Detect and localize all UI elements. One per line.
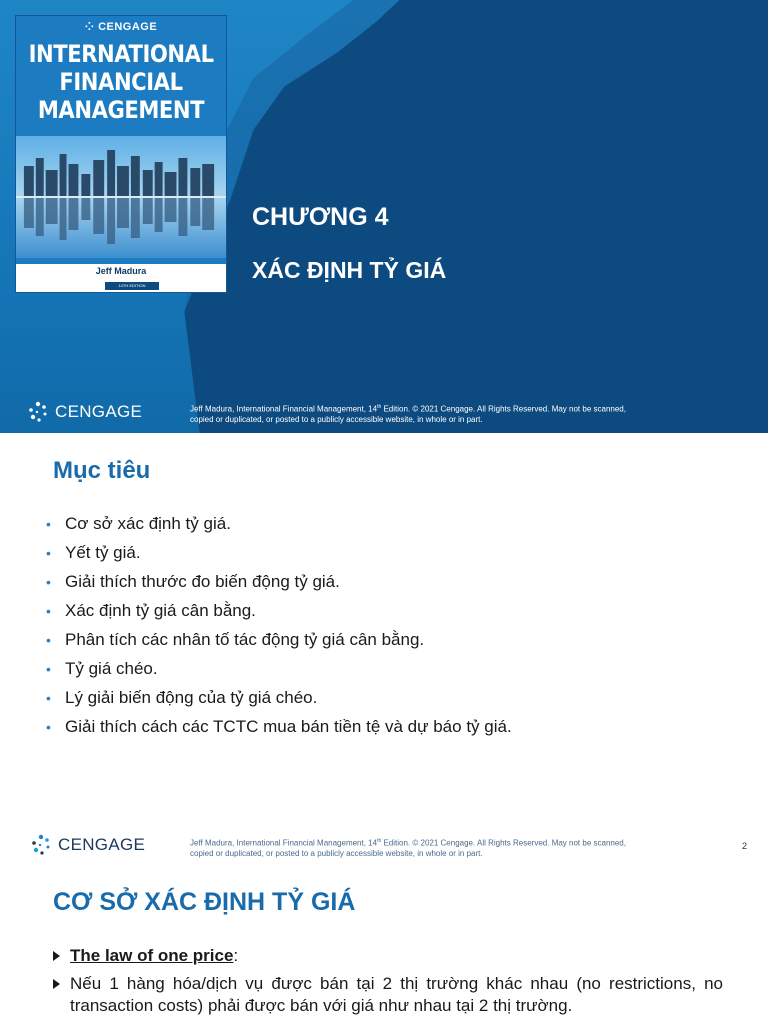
list-item: Nếu 1 hàng hóa/dịch vụ được bán tại 2 thị trường khác nhau (no restrictions, no transaction costs) phải được bán với giá như nhau tại 2 thị trường. [53, 973, 723, 1017]
bullet-icon: • [46, 603, 51, 619]
copyright-notice: Jeff Madura, International Financial Management, 14th Edition. © 2021 Cengage. All Rights Reserved. May not be scanned, copied or duplicated, or posted to a publicly accessible website, in whole or in part. [190, 404, 626, 424]
list-item: • Lý giải biến động của tỷ giá chéo. [46, 688, 318, 707]
chapter-title: XÁC ĐỊNH TỶ GIÁ [252, 257, 447, 283]
list-item: • Phân tích các nhân tố tác động tỷ giá cân bằng. [46, 630, 425, 649]
bullet-icon: • [46, 516, 51, 532]
cover-author: Jeff Madura [95, 266, 147, 276]
title-slide [0, 0, 768, 433]
cengage-dots-icon: ⁘ [84, 21, 99, 33]
cengage-logo-text: CENGAGE [55, 402, 143, 421]
cover-title-line: INTERNATIONAL [28, 40, 214, 68]
bullet-icon: • [46, 632, 51, 648]
cengage-dots-icon [30, 834, 52, 856]
bullet-icon: • [46, 574, 51, 590]
list-item: • Cơ sở xác định tỷ giá. [46, 514, 231, 533]
cengage-dots-icon [27, 401, 49, 423]
bullet-icon: • [46, 690, 51, 706]
cengage-logo [30, 834, 145, 856]
city-skyline-image [16, 136, 226, 258]
objectives-list [46, 513, 512, 745]
slide-heading: CƠ SỞ XÁC ĐỊNH TỶ GIÁ [53, 888, 356, 916]
bullet-icon: • [46, 545, 51, 561]
bullet-icon: • [46, 719, 51, 735]
cengage-logo [27, 401, 142, 423]
cover-logo: ⁘ CENGAGE [84, 21, 158, 33]
cover-edition: 14TH EDITION [105, 282, 159, 290]
cengage-logo-text: CENGAGE [58, 835, 146, 854]
cover-title [29, 40, 214, 124]
book-cover [15, 15, 227, 293]
copyright-notice: Jeff Madura, International Financial Management, 14th Edition. © 2021 Cengage. All Rights Reserved. May not be scanned, copied or duplicated, or posted to a publicly accessible website, in whole or in part. [190, 838, 626, 858]
basis-slide [0, 868, 768, 1024]
triangle-bullet-icon [53, 951, 60, 961]
slide-heading: Mục tiêu [53, 457, 151, 484]
list-item: • Xác định tỷ giá cân bằng. [46, 601, 256, 620]
list-item: • Giải thích thước đo biến động tỷ giá. [46, 572, 340, 591]
page-number: 2 [742, 841, 748, 851]
list-item: • Yết tỷ giá. [46, 543, 141, 562]
cover-title-line: MANAGEMENT [37, 96, 205, 124]
list-item: • Giải thích cách các TCTC mua bán tiền tệ và dự báo tỷ giá. [46, 717, 512, 736]
triangle-bullet-icon [53, 979, 60, 989]
chapter-label: CHƯƠNG 4 [252, 203, 389, 231]
list-item: The law of one price: [53, 945, 238, 967]
bullet-icon: • [46, 661, 51, 677]
list-item: • Tỷ giá chéo. [46, 659, 158, 678]
objectives-slide [0, 433, 768, 868]
cover-title-line: FINANCIAL [59, 68, 183, 96]
